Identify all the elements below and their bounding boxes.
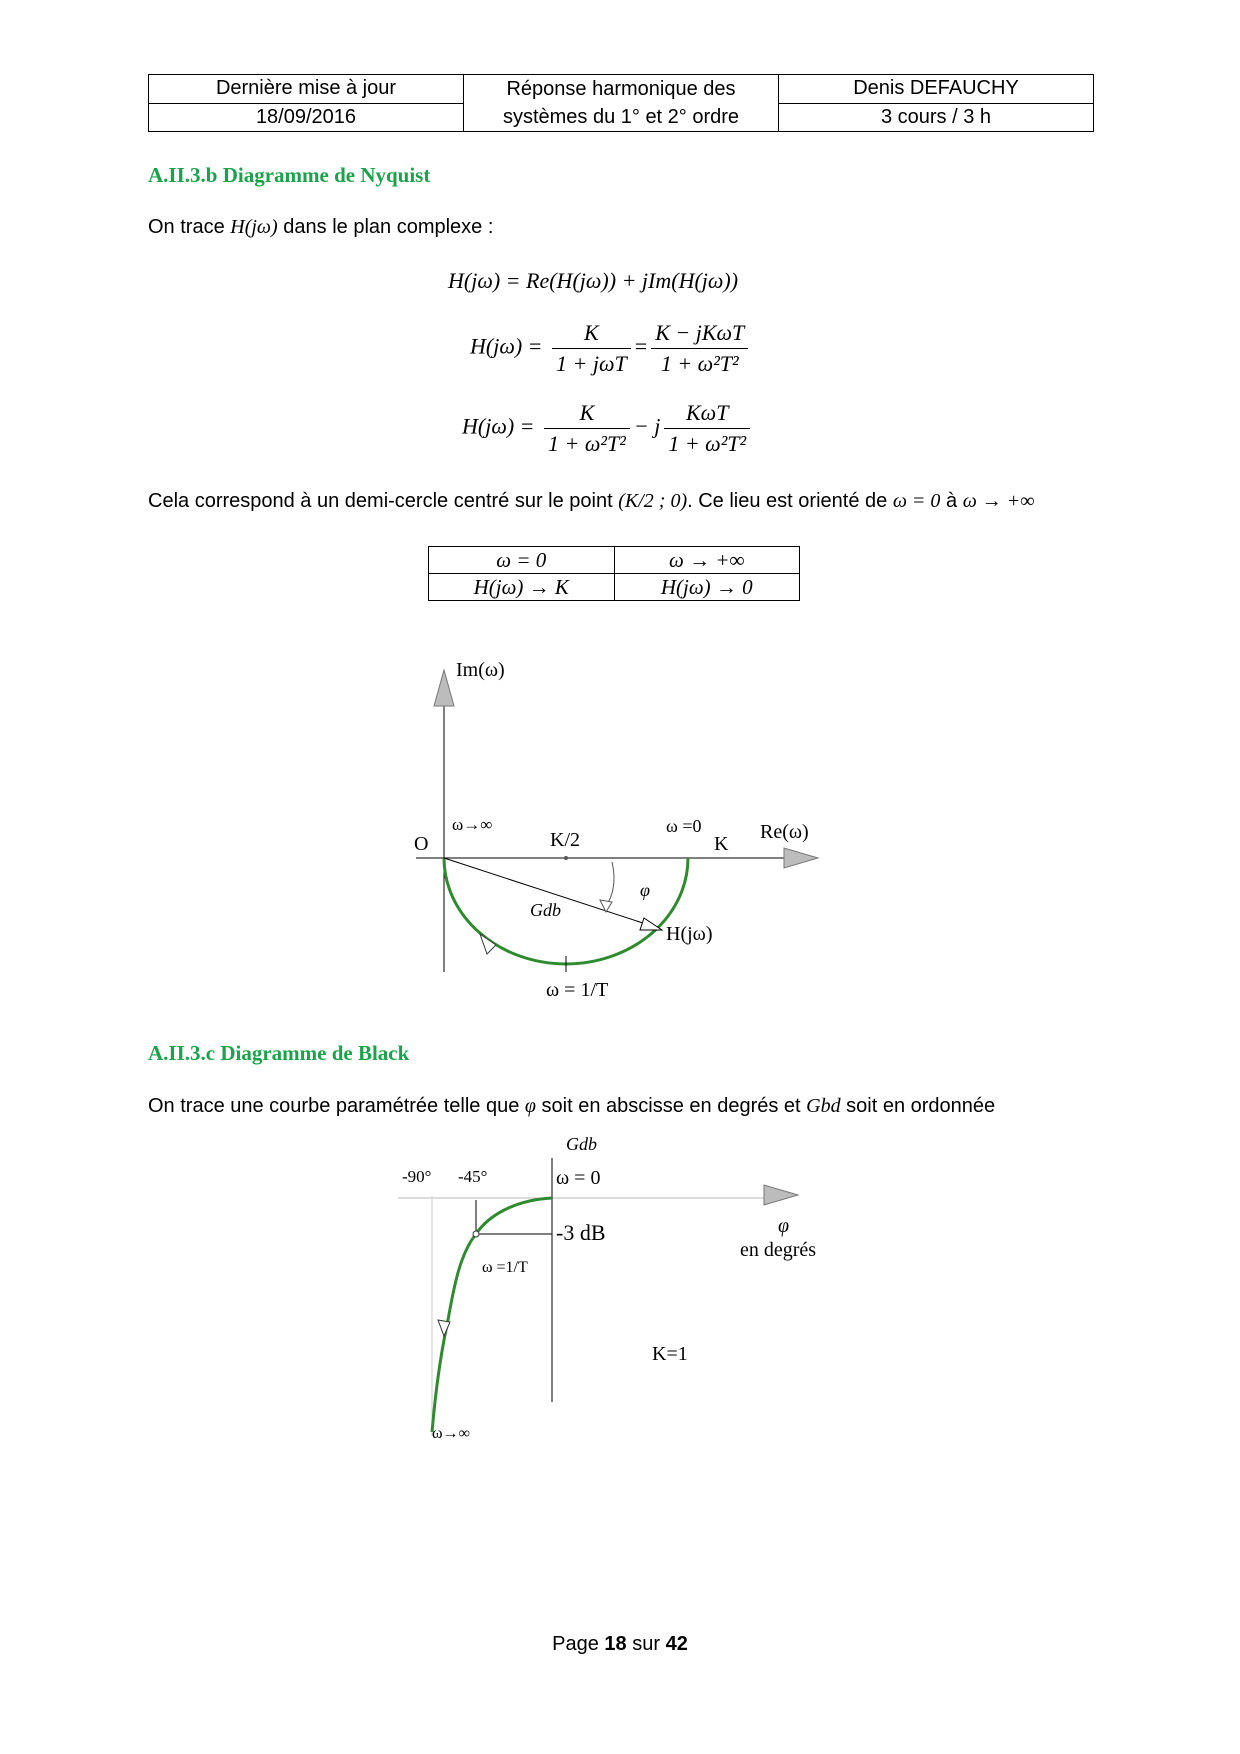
omega-inf-label: ω→∞ <box>452 815 493 834</box>
black-intro: On trace une courbe paramétrée telle que φ soit en abscisse en degrés et Gbd soit en ordonnée <box>148 1095 996 1117</box>
omega-zero-label: ω =0 <box>666 816 702 836</box>
update-date: 18/09/2016 <box>149 103 464 132</box>
limit-value-infinity: H(jω) → 0 <box>614 574 800 601</box>
page-footer: Page 18 sur 42 <box>552 1633 688 1655</box>
im-label: Im(ω) <box>456 659 505 681</box>
omega-1t-label: ω = 1/T <box>546 979 609 1001</box>
last-update-label: Dernière mise à jour <box>149 75 464 104</box>
im-axis-arrow <box>434 670 454 706</box>
black-phi-unit-label: en degrés <box>740 1239 817 1261</box>
black-omega-inf-label: ω→∞ <box>432 1425 470 1442</box>
limit-value-zero: H(jω) → K <box>429 574 615 601</box>
limit-head-infinity: ω → +∞ <box>614 547 800 574</box>
document-title: Réponse harmonique des systèmes du 1° et 2° ordre <box>464 75 779 132</box>
black-heading: A.II.3.c Diagramme de Black <box>148 1041 410 1065</box>
center-point <box>564 856 568 860</box>
header-table <box>148 74 1094 132</box>
nyquist-diagram <box>400 650 840 1010</box>
phi-arc-arrow <box>600 900 612 912</box>
nyquist-heading: A.II.3.b Diagramme de Nyquist <box>148 163 431 187</box>
phase-axis-arrow <box>764 1185 798 1205</box>
nyquist-intro: On trace H(jω) dans le plan complexe : <box>148 216 494 238</box>
point-omega-1t <box>473 1231 479 1237</box>
author: Denis DEFAUCHY <box>779 75 1094 104</box>
black-omega-1t-label: ω =1/T <box>482 1259 528 1276</box>
black-omega-zero-label: ω = 0 <box>556 1167 601 1189</box>
equation-1: H(jω) = Re(H(jω)) + jIm(H(jω)) <box>448 268 739 293</box>
h-label: H(jω) <box>666 923 713 945</box>
minus90-label: -90° <box>402 1167 432 1186</box>
limits-table <box>428 546 800 601</box>
equation-3: H(jω) = $\frac{K}{\text{1 + ω²T²}}$ − j $\frac{\text{KωT}}{\text{1 + ω²T²}}$ <box>462 400 754 457</box>
nyquist-curve <box>444 858 688 964</box>
gdb-label: Gdb <box>530 900 561 920</box>
origin-label: O <box>414 833 429 855</box>
k-label: K <box>714 833 729 855</box>
limit-head-zero: ω = 0 <box>429 547 615 574</box>
minus45-label: -45° <box>458 1167 488 1186</box>
re-label: Re(ω) <box>760 821 809 843</box>
equation-2: H(jω) = $\frac{K}{\text{1 + jωT}}$ = $\frac{\text{K − jKωT}}{\text{1 + ω²T²}}$ <box>470 320 752 377</box>
minus3db-label: -3 dB <box>556 1220 606 1245</box>
phi-arc <box>606 862 614 906</box>
black-diagram <box>390 1130 850 1450</box>
course-info: 3 cours / 3 h <box>779 103 1094 132</box>
nyquist-description: Cela correspond à un demi-cercle centré sur le point (K/2 ; 0). Ce lieu est orienté de ω = 0 à ω → +∞ <box>148 490 1035 512</box>
phi-label: φ <box>640 880 650 900</box>
black-phi-label: φ <box>778 1215 790 1237</box>
k-half-label: K/2 <box>550 829 580 851</box>
vector-h-arrow <box>640 918 662 930</box>
re-axis-arrow <box>784 848 818 868</box>
black-k-label: K=1 <box>652 1343 688 1365</box>
black-gdb-label: Gdb <box>566 1134 597 1154</box>
black-curve <box>432 1198 552 1432</box>
curve-direction-arrow <box>480 934 496 954</box>
black-direction-arrow <box>438 1320 450 1336</box>
